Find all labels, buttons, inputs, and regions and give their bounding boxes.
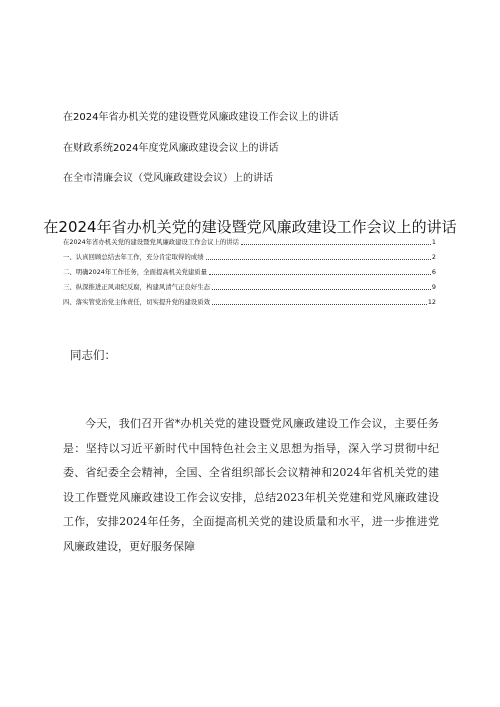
toc-page-number: 6 <box>431 268 436 276</box>
salutation: 同志们： <box>70 348 116 362</box>
document-title-1: 在2024年省办机关党的建设暨党风廉政建设工作会议上的讲话 <box>63 112 339 123</box>
toc-page-number: 9 <box>431 283 436 291</box>
toc-entry[interactable] <box>63 297 436 307</box>
toc-entry-text: 一、认真回顾总结去年工作，充分肯定取得的成绩 <box>63 253 204 261</box>
toc-entry[interactable] <box>63 267 436 277</box>
body-paragraph: 今天，我们召开省*办机关党的建设暨党风廉政建设工作会议，主要任务是：坚持以习近平新时代中国特色社会主义思想为指导，深入学习贯彻中纪委、省纪委全会精神，全国、全省组织部长会议精神和2024年省机关党的建设工作暨党风廉政建设工作会议安排，总结2023年机关党建和党风廉政建设工作，安排2024年任务，全面提高机关党的建设质量和水平，进一步推进党风廉政建设，更好服务保障 <box>63 417 439 553</box>
toc-entry-text: 在2024年省办机关党的建设暨党风廉政建设工作会议上的讲话 <box>63 238 240 246</box>
toc-entry-text: 二、明确2024年工作任务，全面提高机关党建质量 <box>63 268 208 276</box>
toc-dot-leader <box>206 259 431 260</box>
toc-dot-leader <box>241 244 431 245</box>
toc-entry-text: 四、落实管党治党主体责任，切实提升党的建设质效 <box>63 298 210 306</box>
toc-page-number: 12 <box>427 298 436 306</box>
toc-dot-leader <box>209 274 431 275</box>
toc-page-number: 1 <box>431 238 436 246</box>
toc-entry[interactable] <box>63 237 436 247</box>
toc-entry[interactable] <box>63 252 436 262</box>
toc-dot-leader <box>212 304 427 305</box>
document-title-3: 在全市清廉会议（党风廉政建设会议）上的讲话 <box>63 173 273 184</box>
toc-page-number: 2 <box>431 253 436 261</box>
document-title-2: 在财政系统2024年度党风廉政建设会议上的讲话 <box>63 143 279 154</box>
speech-title: 在2024年省办机关党的建设暨党风廉政建设工作会议上的讲话 <box>43 218 457 236</box>
toc-dot-leader <box>212 289 431 290</box>
toc-entry-text: 三、纵深推进正风肃纪反腐，构建风清气正良好生态 <box>63 283 210 291</box>
toc-entry[interactable] <box>63 282 436 292</box>
